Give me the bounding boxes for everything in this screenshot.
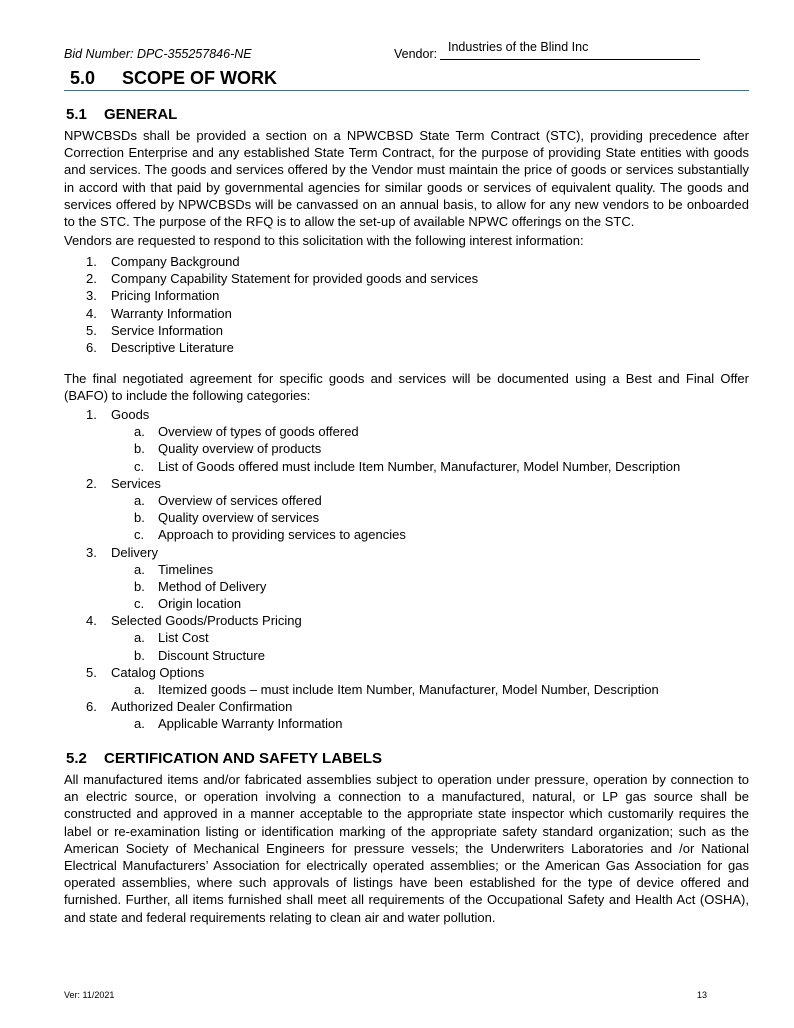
section-title: SCOPE OF WORK [122, 68, 278, 88]
list-marker: b. [134, 578, 145, 594]
list-item [64, 492, 749, 509]
list-item-text: Warranty Information [111, 305, 232, 321]
list-item [64, 629, 749, 646]
list-item-text: Approach to providing services to agencies [158, 527, 406, 543]
list-marker: 2. [86, 271, 97, 287]
vendor-label: Vendor: [394, 47, 438, 61]
list-marker: 6. [86, 339, 97, 355]
list-marker: b. [134, 441, 145, 457]
list-marker: 5. [86, 322, 97, 338]
list-item-text: Authorized Dealer Confirmation [111, 699, 293, 715]
list-marker: 3. [86, 288, 97, 304]
interest-list [64, 253, 749, 356]
list-marker: a. [134, 424, 145, 440]
subsection-title: GENERAL [104, 106, 178, 123]
list-item-text: Catalog Options [111, 664, 205, 680]
list-item [64, 578, 749, 595]
list-item-text: Pricing Information [111, 288, 220, 304]
list-marker: a. [134, 561, 145, 577]
list-item-text: Overview of types of goods offered [158, 424, 359, 440]
list-item [64, 509, 749, 526]
subsection-number: 5.2 [66, 750, 87, 767]
list-item [64, 561, 749, 578]
list-marker: a. [134, 716, 145, 732]
list-item [64, 253, 749, 270]
list-item [64, 406, 749, 423]
section-heading [64, 68, 749, 91]
list-item-text: Method of Delivery [158, 578, 267, 594]
list-item [64, 681, 749, 698]
subsection-title: CERTIFICATION AND SAFETY LABELS [104, 750, 383, 767]
list-item-text: List Cost [158, 630, 209, 646]
list-marker: c. [134, 458, 145, 474]
list-marker: a. [134, 682, 145, 697]
list-item [64, 287, 749, 304]
page-number: 13 [696, 990, 707, 1000]
bid-number: Bid Number: DPC-355257846-NE [64, 47, 252, 61]
list-item [64, 612, 749, 629]
list-item-text: Selected Goods/Products Pricing [111, 613, 302, 629]
list-item [64, 305, 749, 322]
list-item-text: Timelines [158, 561, 214, 577]
page-header [64, 40, 751, 64]
bafo-list [64, 406, 749, 733]
list-marker: 4. [86, 613, 97, 629]
list-marker: c. [134, 527, 145, 543]
list-item-text: Itemized goods – must include Item Number, Manufacturer, Model Number, Description [158, 682, 659, 697]
subsection-number: 5.1 [66, 106, 87, 123]
list-item-text: Quality overview of products [158, 441, 322, 457]
vendor-value: Industries of the Blind Inc [448, 40, 589, 54]
list-item [64, 664, 749, 681]
list-item-text: Discount Structure [158, 647, 265, 663]
list-marker: 4. [86, 305, 97, 321]
list-item-text: Descriptive Literature [111, 339, 234, 355]
list-item [64, 423, 749, 440]
list-item [64, 458, 749, 475]
list-item-text: Company Background [111, 254, 240, 269]
list-marker: 1. [86, 407, 97, 422]
list-marker: a. [134, 630, 145, 646]
bafo-intro: The final negotiated agreement for specific goods and services will be documented using a Best and Final Offer (BAFO) to include the following categories: [64, 371, 749, 404]
list-item-text: Quality overview of services [158, 510, 320, 526]
list-item [64, 475, 749, 492]
list-item [64, 440, 749, 457]
list-item-text: Overview of services offered [158, 492, 322, 508]
list-item-text: Origin location [158, 596, 242, 612]
list-item-text: List of Goods offered must include Item Number, Manufacturer, Model Number, Description [158, 458, 681, 474]
list-item [64, 715, 749, 732]
interest-intro: Vendors are requested to respond to this solicitation with the following interest information: [64, 233, 584, 248]
list-item-text: Company Capability Statement for provided goods and services [111, 271, 479, 287]
list-marker: 6. [86, 699, 97, 715]
list-marker: c. [134, 596, 145, 612]
list-item [64, 270, 749, 287]
version-label: Ver: 11/2021 [64, 990, 115, 1000]
certification-paragraph: All manufactured items and/or fabricated assemblies subject to operation under pressure, operation by connection to an electric source, or operation involving a connection to a manufactured, natural, or LP gas source shall be constructed and approved in a manner acceptable to the appropriate state inspector which customarily requires the label or re-examination listing or identification marking of the appropriate safety standard organization; such as the American Society of Mechanical Engineers for pressure vessels; the Underwriters Laboratories and /or National Electrical Manufacturers’ Association for electrically operated assemblies; or the American Gas Association for gas operated assemblies, where such approvals of listings have been established for the type of device offered and furnished. Further, all items furnished shall meet all requirements of the Occupational Safety and Health Act (OSHA), and state and federal requirements relating to clean air and water pollution. [64, 772, 749, 925]
list-marker: b. [134, 647, 145, 663]
list-marker: 2. [86, 475, 97, 491]
list-item [64, 595, 749, 612]
list-marker: b. [134, 510, 145, 526]
list-item [64, 322, 749, 339]
list-marker: a. [134, 492, 145, 508]
list-item-text: Applicable Warranty Information [158, 716, 343, 732]
list-item-text: Goods [111, 407, 150, 422]
list-marker: 3. [86, 544, 97, 560]
list-item [64, 647, 749, 664]
list-item-text: Delivery [111, 544, 158, 560]
list-item [64, 526, 749, 543]
list-item [64, 544, 749, 561]
list-item [64, 698, 749, 715]
section-number: 5.0 [70, 68, 96, 88]
general-paragraph: NPWCBSDs shall be provided a section on a NPWCBSD State Term Contract (STC), providing precedence after Correction Enterprise and any established State Term Contract, for the purpose of providing State entities with goods and services. The goods and services offered by the Vendor must maintain the price of goods or services substantially in accord with that paid by governmental agencies for similar goods or services of equivalent quality. The goods and services offered by NPWCBSDs will be canvassed on an annual basis, to allow for any new vendors to be onboarded to the STC. The purpose of the RFQ is to allow the set-up of available NPWC offerings on the STC. [64, 128, 749, 230]
list-item [64, 339, 749, 356]
list-marker: 1. [86, 254, 97, 269]
list-marker: 5. [86, 664, 97, 680]
list-item-text: Service Information [111, 322, 223, 338]
list-item-text: Services [111, 475, 161, 491]
